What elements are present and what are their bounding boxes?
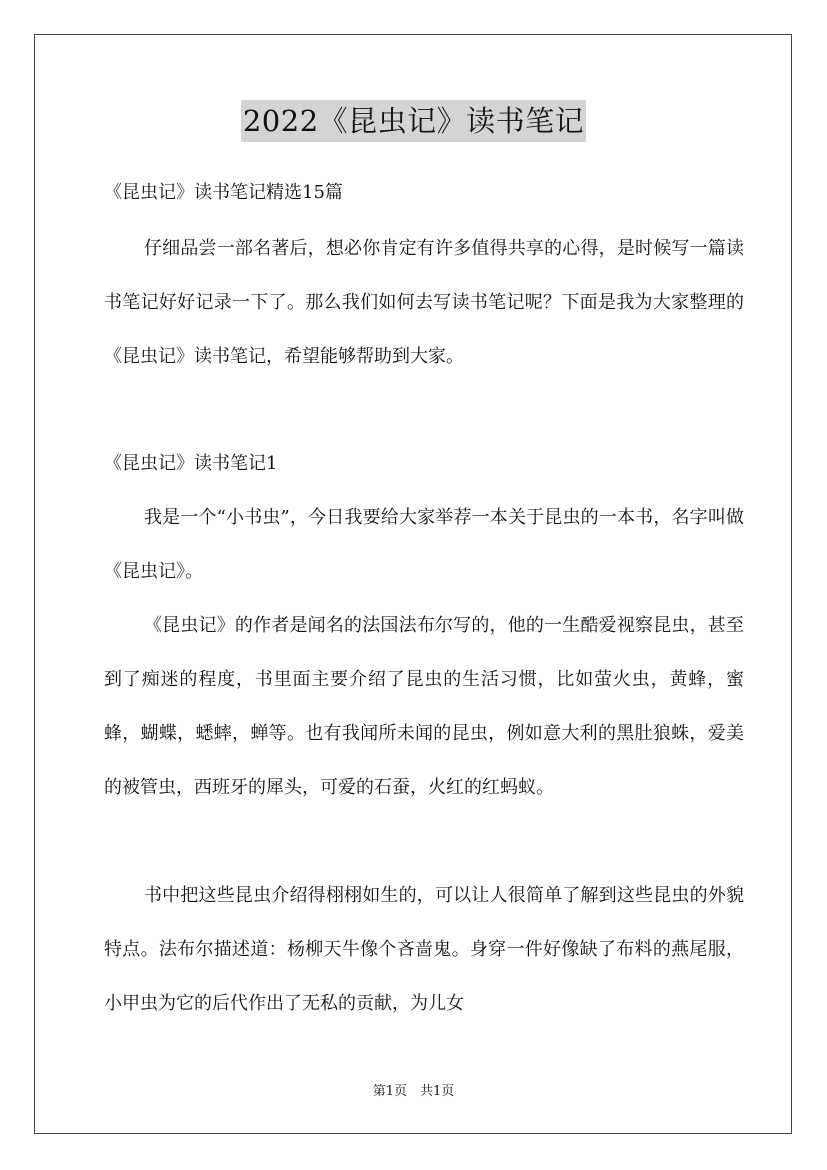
page-number-footer: 第1页 共1页 — [372, 1084, 455, 1099]
document-subtitle: 《昆虫记》读书笔记精选15篇 — [104, 182, 343, 203]
title-container — [0, 100, 827, 142]
body-paragraph-3: 书中把这些昆虫介绍得栩栩如生的，可以让人很简单了解到这些昆虫的外貌特点。法布尔描述道：杨柳天牛像个吝啬鬼。身穿一件好像缺了布料的燕尾服，小甲虫为它的后代作出了无私的贡献，为儿女 — [104, 885, 744, 1014]
body-paragraph-1: 我是一个“小书虫”，今日我要给大家举荐一本关于昆虫的一本书，名字叫做《昆虫记》。 — [104, 507, 744, 582]
intro-paragraph: 仔细品尝一部名著后，想必你肯定有许多值得共享的心得，是时候写一篇读书笔记好好记录一下了。那么我们如何去写读书笔记呢？下面是我为大家整理的《昆虫记》读书笔记，希望能够帮助到大家。 — [104, 238, 744, 367]
section-heading: 《昆虫记》读书笔记1 — [104, 453, 278, 474]
body-paragraph-2: 《昆虫记》的作者是闻名的法国法布尔写的，他的一生酷爱视察昆虫，甚至到了痴迷的程度，书里面主要介绍了昆虫的生活习惯，比如萤火虫，黄蜂，蜜蜂，蝴蝶，蟋蟀，蝉等。也有我闻所未闻的昆虫，例如意大利的黑肚狼蛛，爱美的被管虫，西班牙的犀头，可爱的石蚕，火红的红蚂蚁。 — [104, 615, 744, 798]
document-title: 2022《昆虫记》读书笔记 — [241, 100, 586, 142]
